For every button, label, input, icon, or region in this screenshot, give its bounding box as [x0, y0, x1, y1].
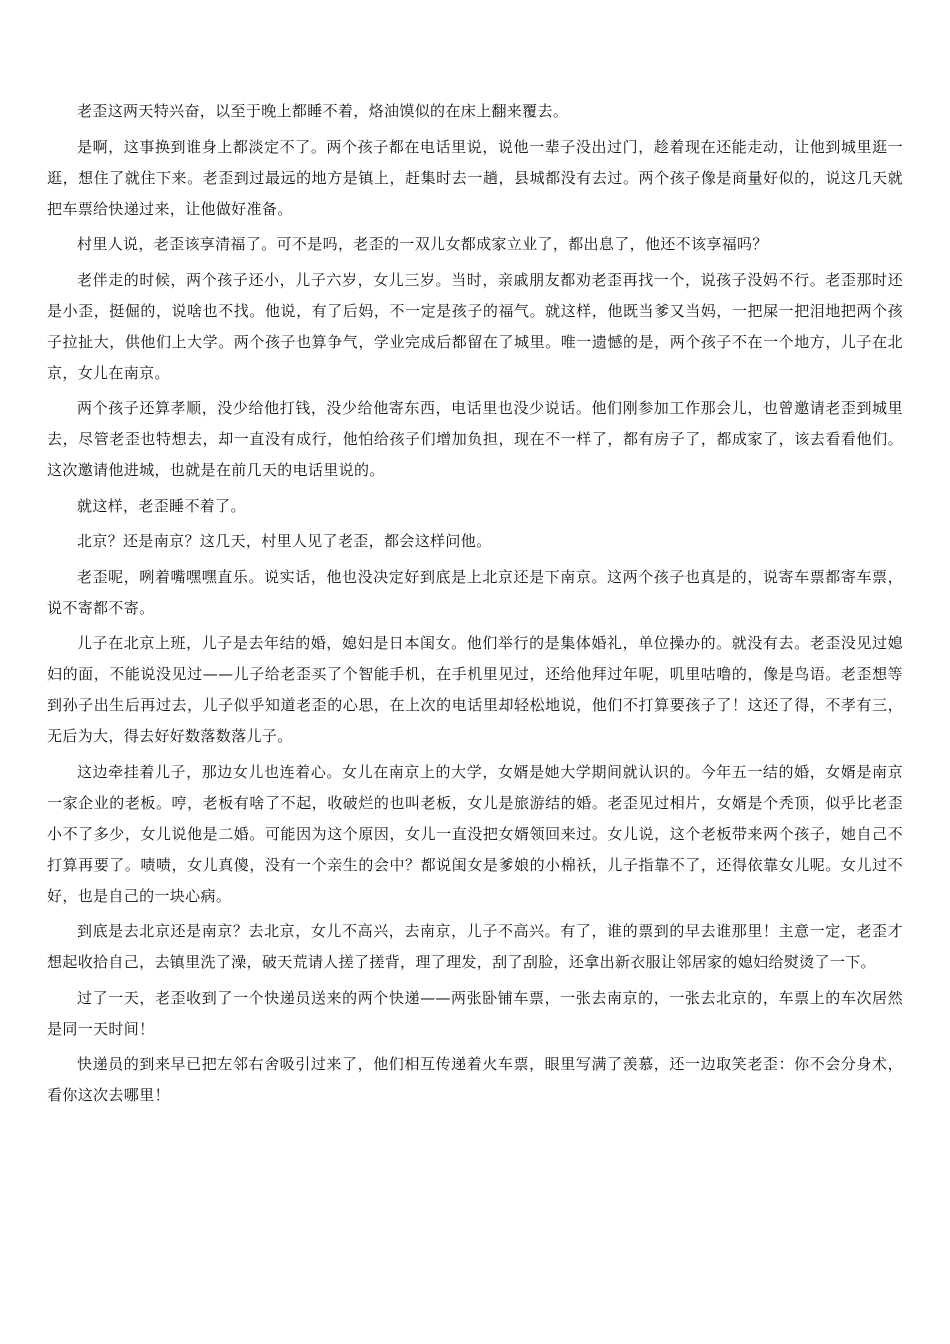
paragraph-9: 儿子在北京上班，儿子是去年结的婚，媳妇是日本闺女。他们举行的是集体婚礼，单位操办的。就没有去。老歪没见过媳妇的面，不能说没见过——儿子给老歪买了个智能手机，在手机里见过，还给他拜过年呢，叽里咕噜的，像是鸟语。老歪想等到孙子出生后再过去，儿子似乎知道老歪的心思，在上次的电话里却轻松地说，他们不打算要孩子了！这还了得，不孝有三，无后为大，得去好好数落数落儿子。	[47, 634, 903, 745]
paragraph-13: 快递员的到来早已把左邻右舍吸引过来了，他们相互传递着火车票，眼里写满了羡慕，还一边取笑老歪：你不会分身术，看你这次去哪里！	[47, 1055, 903, 1104]
paragraph-3: 村里人说，老歪该享清福了。可不是吗，老歪的一双儿女都成家立业了，都出息了，他还不该享福吗？	[77, 235, 768, 253]
paragraph-11: 到底是去北京还是南京？去北京，女儿不高兴，去南京，儿子不高兴。有了，谁的票到的早去谁那里！主意一定，老歪才想起收拾自己，去镇里洗了澡，破天荒请人搓了搓背，理了理发，刮了刮脸，还拿出新衣服让邻居家的媳妇给熨烫了一下。	[47, 922, 903, 971]
paragraph-10: 这边牵挂着儿子，那边女儿也连着心。女儿在南京上的大学，女婿是她大学期间就认识的。今年五一结的婚，女婿是南京一家企业的老板。哼，老板有啥了不起，收破烂的也叫老板，女儿是旅游结的婚。老歪见过相片，女婿是个秃顶，似乎比老歪小不了多少，女儿说他是二婚。可能因为这个原因，女儿一直没把女婿领回来过。女儿说，这个老板带来两个孩子，她自己不打算再要了。啧啧，女儿真傻，没有一个亲生的会中？都说闺女是爹娘的小棉袄，儿子指靠不了，还得依靠女儿呢。女儿过不好，也是自己的一块心病。	[47, 762, 903, 905]
document-body	[47, 96, 903, 1116]
paragraph-1: 老歪这两天特兴奋，以至于晚上都睡不着，烙油馍似的在床上翻来覆去。	[77, 102, 569, 120]
paragraph-6: 就这样，老歪睡不着了。	[77, 496, 246, 515]
paragraph-8: 老歪呢，咧着嘴嘿嘿直乐。说实话，他也没决定好到底是上北京还是下南京。这两个孩子也真是的，说寄车票都寄车票，说不寄都不寄。	[47, 567, 903, 617]
paragraph-7: 北京？还是南京？这几天，村里人见了老歪，都会这样问他。	[77, 532, 492, 550]
paragraph-2: 是啊，这事换到谁身上都淡定不了。两个孩子都在电话里说，说他一辈子没出过门，趁着现在还能走动，让他到城里逛一逛，想住了就住下来。老歪到过最远的地方是镇上，赶集时去一趟，县城都没有去过。两个孩子像是商量好似的，说这几天就把车票给快递过来，让他做好准备。	[47, 137, 903, 218]
paragraph-12: 过了一天，老歪收到了一个快递员送来的两个快递——两张卧铺车票，一张去南京的，一张去北京的，车票上的车次居然是同一天时间！	[47, 988, 903, 1038]
paragraph-4: 老伴走的时候，两个孩子还小，儿子六岁，女儿三岁。当时，亲戚朋友都劝老歪再找一个，说孩子没妈不行。老歪那时还是小歪，挺倔的，说啥也不找。他说，有了后妈，不一定是孩子的福气。就这样，他既当爹又当妈，一把屎一把泪地把两个孩子拉扯大，供他们上大学。两个孩子也算争气，学业完成后都留在了城里。唯一遗憾的是，两个孩子不在一个地方，儿子在北京，女儿在南京。	[47, 270, 903, 382]
paragraph-5: 两个孩子还算孝顺，没少给他打钱，没少给他寄东西，电话里也没少说话。他们刚参加工作那会儿，也曾邀请老歪到城里去，尽管老歪也特想去，却一直没有成行，他怕给孩子们增加负担，现在不一样了，都有房子了，都成家了，该去看看他们。这次邀请他进城，也就是在前几天的电话里说的。	[47, 399, 903, 479]
